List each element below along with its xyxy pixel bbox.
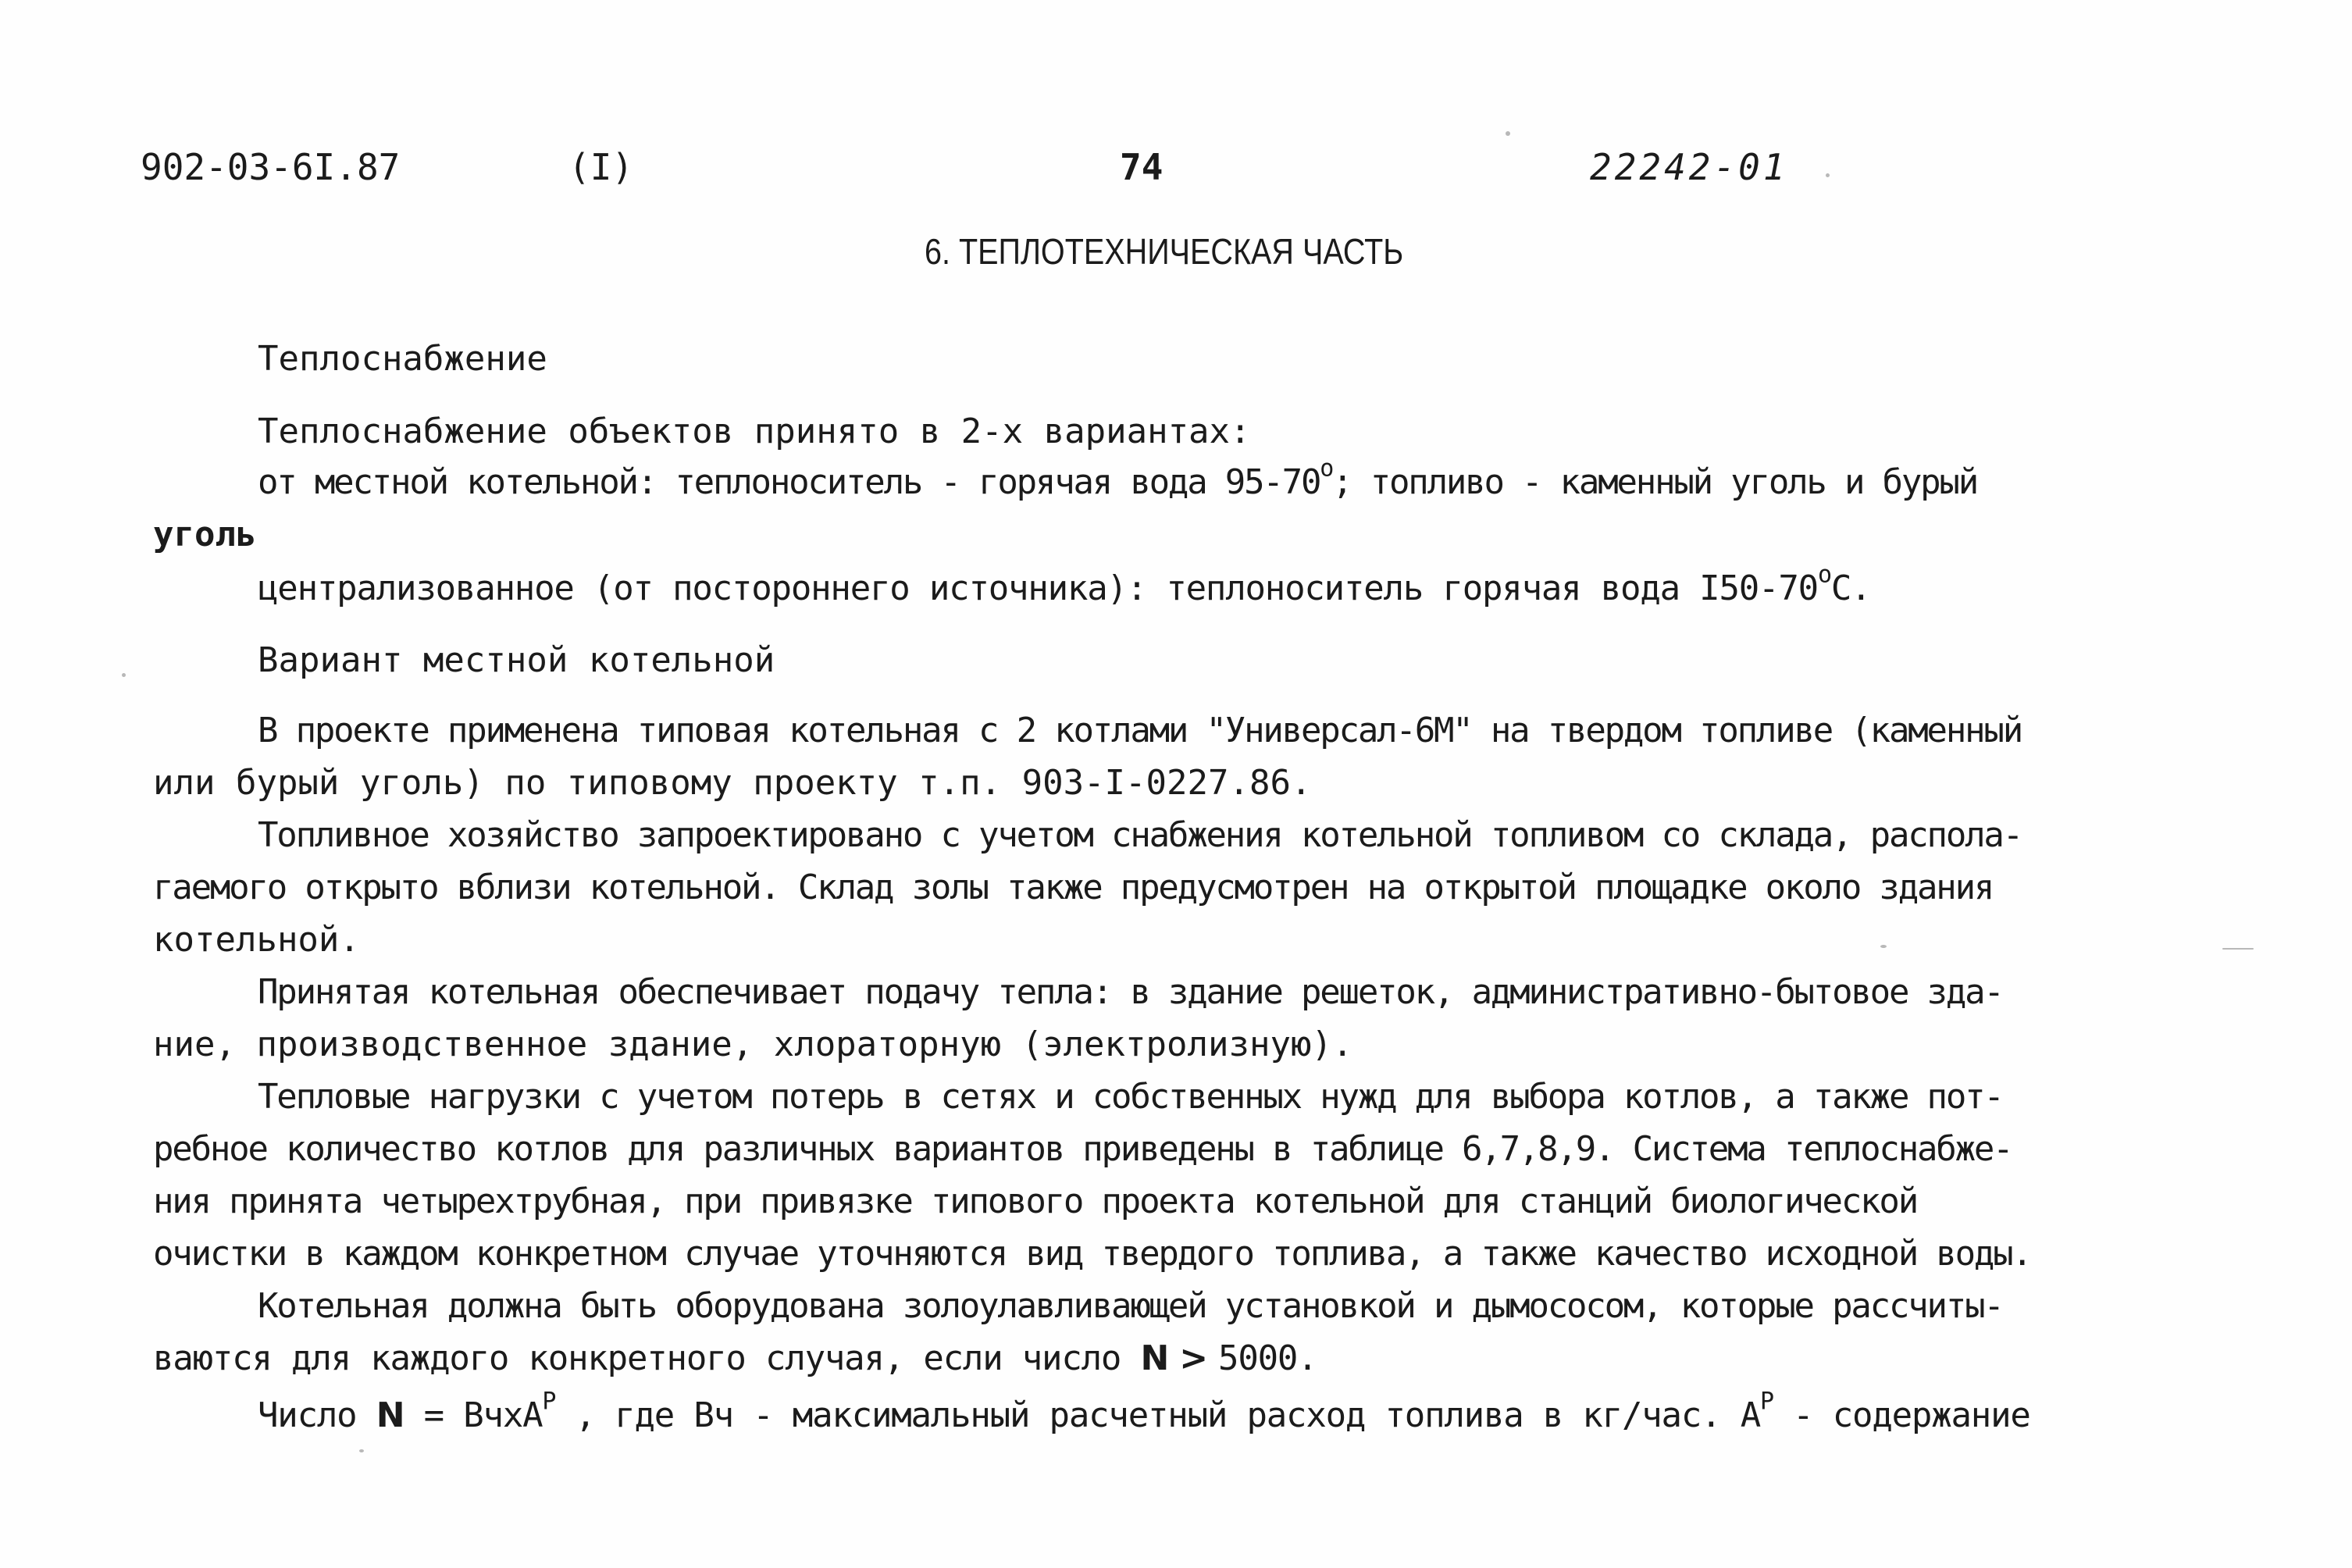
paragraph-4-line-1: Тепловые нагрузки с учетом потерь в сетях и собственных нужд для выбора котлов, а также пот- <box>258 1077 2003 1117</box>
paragraph-4-line-4: очистки в каждом конкретном случае уточняются вид твердого топлива, а также качество исходной воды. <box>153 1234 2031 1274</box>
variant-central-text-a: централизованное (от постороннего источника): теплоноситель горячая вода I50-70 <box>258 568 1818 608</box>
document-code: 902-03-6I.87 <box>141 146 401 188</box>
variant-central-text-b: С. <box>1830 568 1871 608</box>
paragraph-6-text-a: Число <box>258 1395 376 1435</box>
page-number: 74 <box>1120 146 1164 188</box>
variant-local-text-a: от местной котельной: теплоноситель - горячая вода 95-70 <box>258 462 1320 502</box>
symbol-n: N <box>1140 1338 1169 1378</box>
variant-local-text-b: ; топливо - каменный уголь и бурый <box>1332 462 1978 502</box>
archive-number: 22242-01 <box>1590 146 1788 188</box>
superscript-p: Р <box>1760 1388 1773 1416</box>
paragraph-6-line-1 <box>258 1388 2030 1438</box>
variant-local-continuation: уголь <box>153 515 257 554</box>
variant-central-line <box>258 561 1871 611</box>
paragraph-5-text-b: 5000. <box>1218 1338 1317 1378</box>
symbol-n: N <box>376 1395 404 1435</box>
paragraph-5-line-1: Котельная должна быть оборудована золоулавливающей установкой и дымососом, которые рассчиты- <box>258 1286 2003 1326</box>
subsection-heading-local-boiler: Вариант местной котельной <box>258 640 775 680</box>
paragraph-5-line-2 <box>153 1337 1317 1381</box>
paragraph-1-line-1: В проекте применена типовая котельная с 2 котлами "Универсал-6М" на твердом топливе (каменный <box>258 711 2022 750</box>
scan-speck <box>1506 131 1510 136</box>
paragraph-2-line-3: котельной. <box>153 920 360 960</box>
paragraph-4-line-2: ребное количество котлов для различных вариантов приведены в таблице 6,7,8,9. Система теплоснабже- <box>153 1129 2012 1169</box>
paragraph-3-line-2: ние, производственное здание, хлораторную (электролизную). <box>153 1025 1353 1064</box>
volume-number: (I) <box>568 146 634 188</box>
scan-speck <box>1826 173 1830 177</box>
paragraph-3-line-1: Принятая котельная обеспечивает подачу тепла: в здание решеток, административно-бытовое зда- <box>258 972 2003 1012</box>
paragraph-5-text-a: ваются для каждого конкретного случая, если число <box>153 1338 1141 1378</box>
scan-speck <box>359 1449 364 1452</box>
scan-speck <box>2222 948 2254 950</box>
subsection-heading-heat-supply: Теплоснабжение <box>258 339 547 379</box>
paragraph-6-text-d: - содержание <box>1773 1395 2030 1435</box>
variant-local-line <box>258 454 1978 504</box>
paragraph-4-line-3: ния принята четырехтрубная, при привязке типового проекта котельной для станций биологической <box>153 1181 1917 1221</box>
paragraph-2-line-1: Топливное хозяйство запроектировано с учетом снабжения котельной топливом со склада, распола- <box>258 815 2022 855</box>
paragraph-6-text-c: , где Вч - максимальный расчетный расход топлива в кг/час. А <box>555 1395 1761 1435</box>
degree-sign: о <box>1817 561 1831 589</box>
scan-speck <box>1880 945 1887 948</box>
paragraph-6-text-b: = ВчхА <box>404 1395 543 1435</box>
degree-sign: о <box>1320 454 1333 483</box>
paragraph-1-line-2: или бурый уголь) по типовому проекту т.п. 903-I-0227.86. <box>153 763 1312 803</box>
intro-line: Теплоснабжение объектов принято в 2-х вариантах: <box>258 412 1251 451</box>
paragraph-2-line-2: гаемого открыто вблизи котельной. Склад золы также предусмотрен на открытой площадке около здания <box>153 868 1994 907</box>
greater-than-sign: > <box>1168 1338 1219 1378</box>
scan-speck <box>122 673 126 677</box>
section-title: 6. ТЕПЛОТЕХНИЧЕСКАЯ ЧАСТЬ <box>925 231 1404 272</box>
superscript-p: Р <box>542 1388 556 1416</box>
